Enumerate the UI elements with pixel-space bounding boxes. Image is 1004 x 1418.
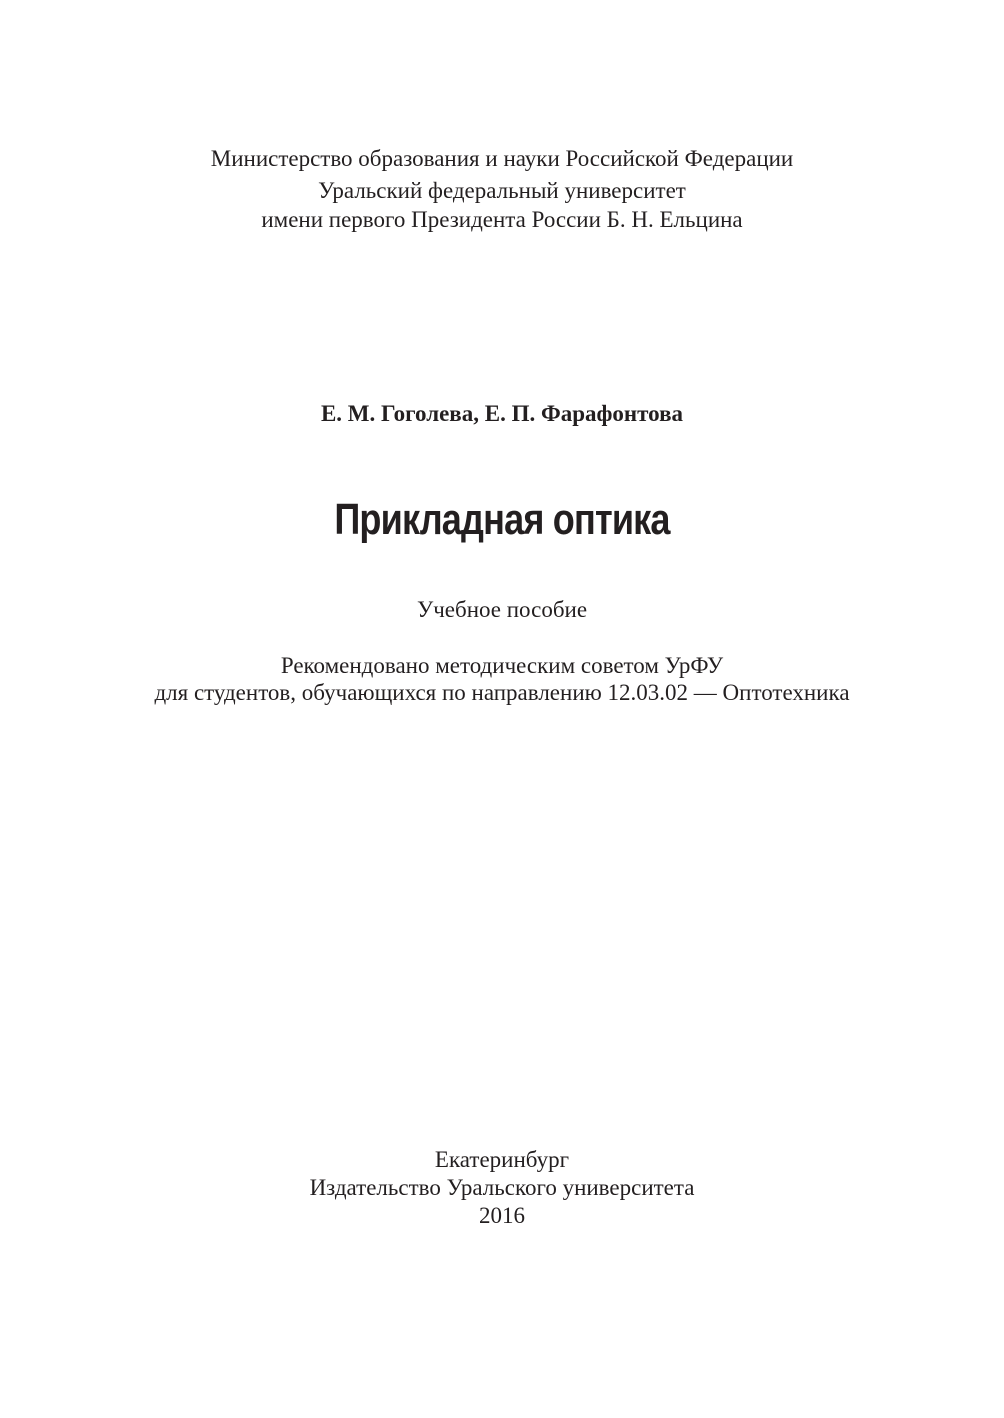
university-name-line: имени первого Президента России Б. Н. Ельцина	[261, 207, 743, 232]
imprint-year: 2016	[479, 1203, 525, 1228]
document-type: Учебное пособие	[416, 597, 588, 622]
imprint-publisher: Издательство Уральского университета	[309, 1175, 695, 1200]
university-line: Уральский федеральный университет	[318, 178, 686, 203]
recommendation-line-1: Рекомендовано методическим советом УрФУ	[280, 653, 724, 678]
ministry-line: Министерство образования и науки Российской Федерации	[210, 146, 794, 171]
book-title: Прикладная оптика	[334, 495, 670, 544]
authors: Е. М. Гоголева, Е. П. Фарафонтова	[320, 401, 684, 426]
imprint-city: Екатеринбург	[434, 1147, 570, 1172]
recommendation-line-2: для студентов, обучающихся по направлению 12.03.02 — Оптотехника	[154, 680, 850, 705]
